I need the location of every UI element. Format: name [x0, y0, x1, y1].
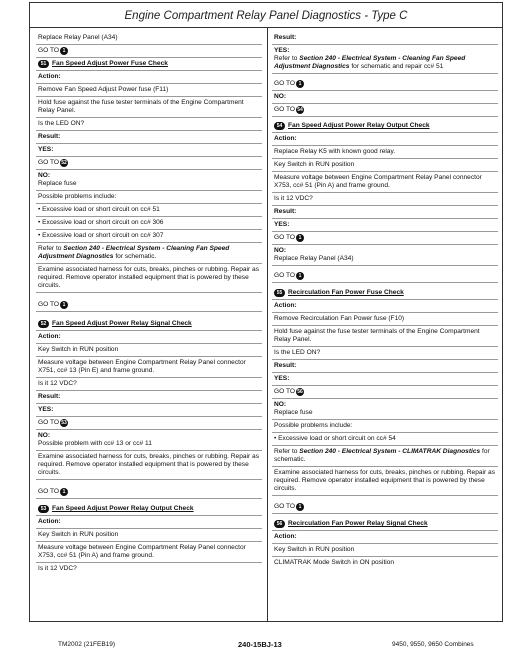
goto-link[interactable]: GO TO 1 — [274, 272, 304, 280]
problem-item: • Excessive load or short circuit on cc# 51 — [36, 204, 262, 217]
goto-link[interactable]: GO TO 1 — [38, 301, 68, 309]
action-label: Action: — [36, 516, 262, 529]
yes-label: YES: — [272, 219, 498, 232]
step-badge: 1 — [296, 80, 304, 88]
yes-block: YES: Refer to Section 240 - Electrical System - Cleaning Fan Speed Adjustment Diagnostics for schematic and repair cc# 51 — [272, 45, 498, 74]
goto-link[interactable]: GO TO 53 — [38, 419, 67, 426]
result-label: Result: — [272, 206, 498, 219]
goto-row — [272, 266, 498, 283]
question: Is it 12 VDC? — [36, 378, 262, 391]
left-column — [36, 32, 262, 575]
result-label: Result: — [36, 391, 262, 404]
no-label: NO: — [272, 91, 498, 104]
action-label: Action: — [272, 133, 498, 146]
action-step: Key Switch in RUN position — [36, 529, 262, 542]
step-title: Fan Speed Adjust Power Relay Signal Check — [52, 320, 192, 327]
no-block: NO: Replace fuse — [36, 170, 262, 191]
examine-text: Examine associated harness for cuts, breaks, pinches or rubbing. Repair as required. Remove operator installed equipment that is powered by these circuits. — [272, 467, 498, 496]
question: Is it 12 VDC? — [38, 565, 77, 572]
action-step: Key Switch in RUN position — [272, 159, 498, 172]
action-step: CLIMATRAK Mode Switch in ON position — [274, 559, 395, 566]
no-block: NO: Replace Relay Panel (A34) — [272, 245, 498, 266]
step-title: Recirculation Fan Power Relay Signal Check — [288, 520, 428, 527]
step-number-badge: 55 — [274, 289, 285, 297]
goto-row — [36, 293, 262, 312]
result-label: Result: — [36, 131, 262, 144]
goto-link[interactable]: GO TO 1 — [274, 234, 304, 242]
goto-row — [36, 417, 262, 430]
step-number-badge: 54 — [274, 122, 285, 130]
step-number-badge: 53 — [38, 505, 49, 513]
step-badge: 1 — [60, 301, 68, 309]
step-title: Fan Speed Adjust Power Relay Output Check — [288, 122, 430, 129]
problem-item: • Excessive load or short circuit on cc# 307 — [36, 230, 262, 243]
yes-label: YES: — [36, 404, 262, 417]
step-badge: 1 — [296, 503, 304, 511]
action-step: Measure voltage between Engine Compartment Relay Panel connector X753, cc# 51 (Pin A) and frame ground. — [272, 172, 498, 193]
goto-row — [272, 232, 498, 245]
yes-label: YES: — [272, 373, 498, 386]
step-header-51 — [36, 58, 262, 71]
goto-row — [272, 74, 498, 91]
action-step: Measure voltage between Engine Compartment Relay Panel connector X753, cc# 51 (Pin A) and frame ground. — [36, 542, 262, 563]
step-header-55 — [272, 283, 498, 300]
problem-item: • Excessive load or short circuit on cc# 306 — [36, 217, 262, 230]
step-title: Fan Speed Adjust Power Relay Output Check — [52, 505, 194, 512]
step-badge: 1 — [60, 47, 68, 55]
action-label: Action: — [36, 71, 262, 84]
no-block: NO: Replace fuse — [272, 399, 498, 420]
goto-row — [272, 496, 498, 514]
reference-text: Refer to Section 240 - Electrical System - CLIMATRAK Diagnostics for schematic. — [272, 446, 498, 467]
action-step: Measure voltage between Engine Compartment Relay Panel connector X751, cc# 13 (Pin E) and frame ground. — [36, 357, 262, 378]
question: Is it 12 VDC? — [272, 193, 498, 206]
action-label: Action: — [36, 331, 262, 344]
step-badge: 1 — [296, 234, 304, 242]
title-rule — [29, 27, 503, 28]
action-step: Remove Recirculation Fan Power fuse (F10) — [272, 313, 498, 326]
action-step: Hold fuse against the fuse tester terminals of the Engine Compartment Relay Panel. — [272, 326, 498, 347]
step-badge: 1 — [296, 272, 304, 280]
step-badge: 54 — [297, 107, 303, 113]
question: Is the LED ON? — [36, 118, 262, 131]
goto-link[interactable]: GO TO 1 — [274, 503, 304, 511]
result-label: Result: — [272, 32, 498, 45]
result-text: Replace Relay Panel (A34) — [36, 32, 262, 45]
goto-link[interactable]: GO TO 1 — [274, 80, 304, 88]
action-step: Replace Relay K5 with known good relay. — [272, 146, 498, 159]
step-badge: 52 — [61, 160, 67, 166]
step-header-53 — [36, 499, 262, 516]
action-step: Hold fuse against the fuse tester terminals of the Engine Compartment Relay Panel. — [36, 97, 262, 118]
step-title: Recirculation Fan Power Fuse Check — [288, 289, 404, 296]
goto-row — [272, 386, 498, 399]
action-step: Remove Fan Speed Adjust Power fuse (F11) — [36, 84, 262, 97]
goto-row — [272, 104, 498, 117]
footer-doc-id: TM2002 (21FEB19) — [58, 641, 116, 648]
step-badge: 56 — [297, 389, 303, 395]
step-header-54 — [272, 117, 498, 133]
step-badge: 53 — [61, 420, 67, 426]
footer-models: 9450, 9550, 9650 Combines — [392, 641, 474, 648]
goto-link[interactable]: GO TO 56 — [274, 388, 303, 395]
possible-problems: Possible problems include: — [272, 420, 498, 433]
examine-text: Examine associated harness for cuts, breaks, pinches or rubbing. Repair as required. Remove operator installed equipment that is powered by these circuits. — [36, 451, 262, 480]
goto-row — [36, 480, 262, 499]
goto-row — [36, 45, 262, 58]
examine-text: Examine associated harness for cuts, breaks, pinches or rubbing. Repair as required. Remove operator installed equipment that is powered by these circuits. — [36, 264, 262, 293]
action-label: Action: — [272, 531, 498, 544]
goto-row — [36, 157, 262, 170]
no-block: NO: Possible problem with cc# 13 or cc# 11 — [36, 430, 262, 451]
step-title: Fan Speed Adjust Power Fuse Check — [52, 60, 168, 67]
possible-problems: Possible problems include: — [36, 191, 262, 204]
question: Is the LED ON? — [272, 347, 498, 360]
step-header-52 — [36, 312, 262, 331]
action-step: Key Switch in RUN position — [36, 344, 262, 357]
action-step: Key Switch in RUN position — [272, 544, 498, 557]
reference-text: Refer to Section 240 - Electrical System - Cleaning Fan Speed Adjustment Diagnostics for schematic. — [36, 243, 262, 264]
footer-page-number: 240-15BJ-13 — [238, 640, 282, 649]
goto-link[interactable]: GO TO 52 — [38, 159, 67, 166]
column-divider — [267, 28, 268, 622]
step-number-badge: 52 — [38, 320, 49, 328]
goto-link[interactable]: GO TO 1 — [38, 47, 68, 55]
action-label: Action: — [272, 300, 498, 313]
problem-item: • Excessive load or short circuit on cc# 54 — [272, 433, 498, 446]
yes-label: YES: — [36, 144, 262, 157]
step-badge: 1 — [60, 488, 68, 496]
goto-link[interactable]: GO TO 54 — [274, 106, 303, 113]
result-label: Result: — [272, 360, 498, 373]
step-number-badge: 51 — [38, 60, 49, 68]
page-title: Engine Compartment Relay Panel Diagnostics - Type C — [124, 10, 408, 22]
step-header-56 — [272, 514, 498, 531]
right-column — [272, 32, 498, 569]
step-number-badge: 56 — [274, 520, 285, 528]
goto-link[interactable]: GO TO 1 — [38, 488, 68, 496]
